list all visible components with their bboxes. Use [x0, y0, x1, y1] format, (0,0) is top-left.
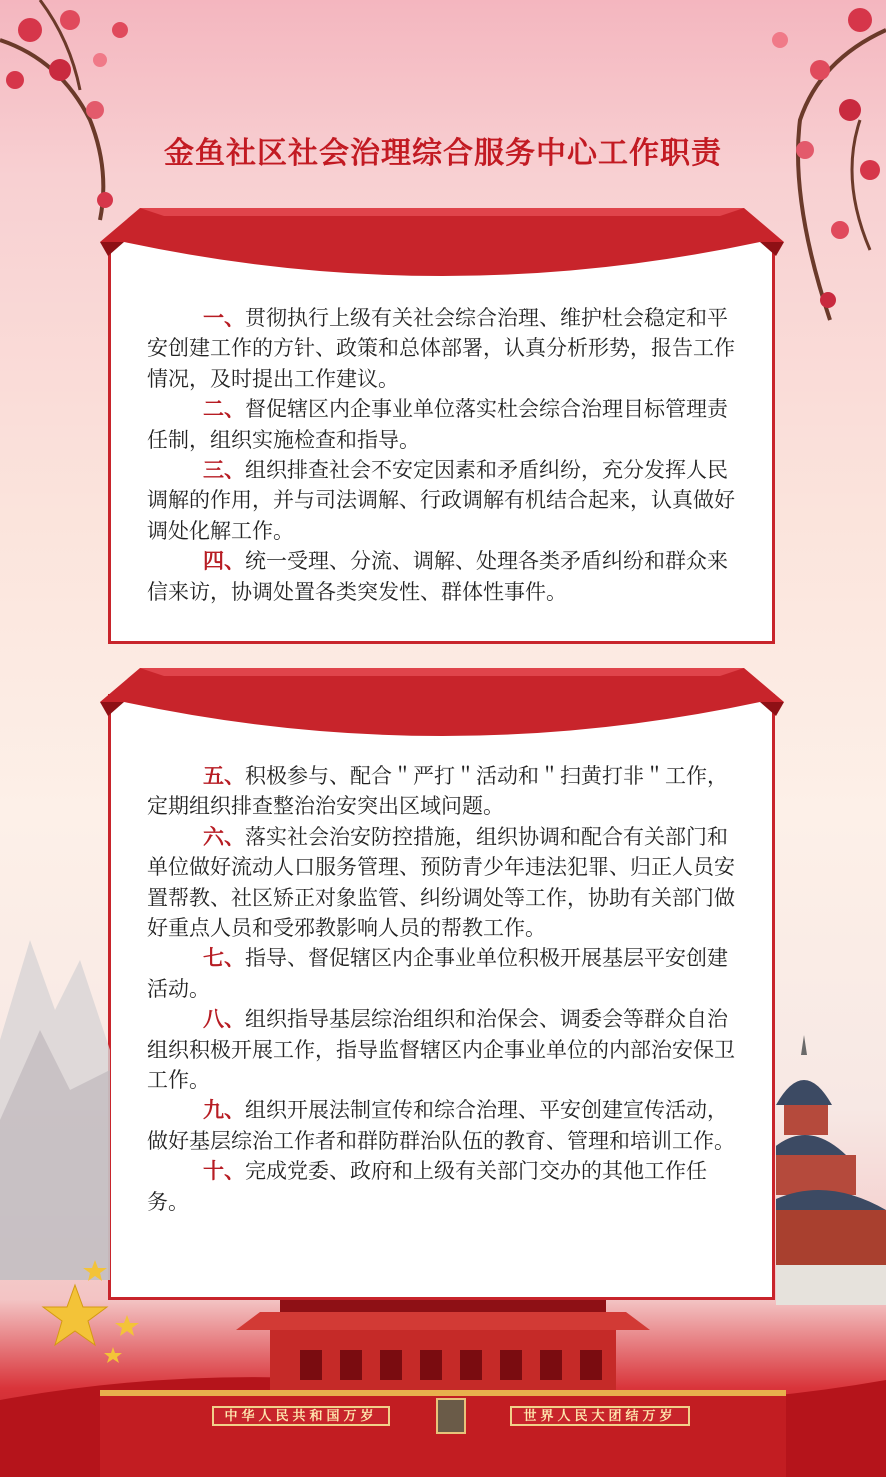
duty-number: 一、: [203, 306, 245, 330]
duty-text: 统一受理、分流、调解、处理各类矛盾纠纷和群众来信来访，协调处置各类突发性、群体性事件。: [147, 549, 728, 604]
duty-text: 完成党委、政府和上级有关部门交办的其他工作任务。: [147, 1159, 707, 1214]
duties-list-1: [147, 303, 744, 607]
portrait-image: [436, 1398, 466, 1434]
duty-item-3: [147, 455, 744, 546]
duty-text: 积极参与、配合＂严打＂活动和＂扫黄打非＂工作，定期组织排查整治治安突出区域问题。: [147, 764, 728, 819]
duty-text: 组织指导基层综治组织和治保会、调委会等群众自治组织积极开展工作，指导监督辖区内企事业单位的内部治安保卫工作。: [147, 1007, 735, 1093]
temple-of-heaven-decoration: [776, 1025, 886, 1305]
duty-text: 督促辖区内企事业单位落实杜会综合治理目标管理责任制，组织实施检查和指导。: [147, 397, 728, 452]
duty-number: 四、: [203, 549, 245, 574]
duty-item-4: [147, 546, 744, 607]
tiananmen-decoration: [0, 1300, 886, 1477]
duty-item-7: [147, 943, 744, 1004]
duties-panel-1: [108, 236, 775, 644]
duty-number: 九、: [203, 1098, 245, 1123]
duty-item-6: [147, 822, 744, 944]
mountain-decoration: [0, 920, 110, 1280]
duty-number: 十、: [203, 1159, 245, 1184]
page-title: 金鱼社区社会治理综合服务中心工作职责: [164, 136, 722, 171]
red-ribbon-header-2: [100, 660, 784, 750]
duty-number: 三、: [203, 458, 245, 483]
duty-text: 组织排查社会不安定因素和矛盾纠纷，充分发挥人民调解的作用，并与司法调解、行政调解有机结合起来，认真做好调处化解工作。: [147, 458, 735, 543]
duty-text: 指导、督促辖区内企事业单位积极开展基层平安创建活动。: [147, 946, 728, 1001]
duty-item-2: [147, 394, 744, 455]
duty-text: 贯彻执行上级有关社会综合治理、维护杜会稳定和平安创建工作的方针、政策和总体部署，认真分析形势，报告工作情况，及时提出工作建议。: [147, 306, 735, 391]
duty-item-9: [147, 1095, 744, 1156]
slogan-banner-right: 世界人民大团结万岁: [510, 1406, 690, 1426]
duty-number: 七、: [203, 946, 245, 971]
slogan-banner-left: 中华人民共和国万岁: [212, 1406, 390, 1426]
duty-text: 落实社会治安防控措施，组织协调和配合有关部门和单位做好流动人口服务管理、预防青少年违法犯罪、归正人员安置帮教、社区矫正对象监管、纠纷调处等工作，协助有关部门做好重点人员和受邪教影响人员的帮教工作。: [147, 824, 735, 941]
duty-item-8: [147, 1004, 744, 1095]
duty-text: 组织开展法制宣传和综合治理、平安创建宣传活动，做好基层综治工作者和群防群治队伍的教育、管理和培训工作。: [147, 1098, 735, 1153]
duty-number: 五、: [203, 764, 245, 788]
duty-number: 六、: [203, 824, 245, 849]
duties-panel-2: [108, 694, 775, 1300]
duty-item-1: [147, 303, 744, 394]
duty-item-10: [147, 1156, 744, 1217]
duty-number: 二、: [203, 397, 245, 422]
duties-list-2: [147, 761, 744, 1217]
duty-number: 八、: [203, 1007, 245, 1032]
red-ribbon-header-1: [100, 200, 784, 290]
duty-item-5: [147, 761, 744, 822]
